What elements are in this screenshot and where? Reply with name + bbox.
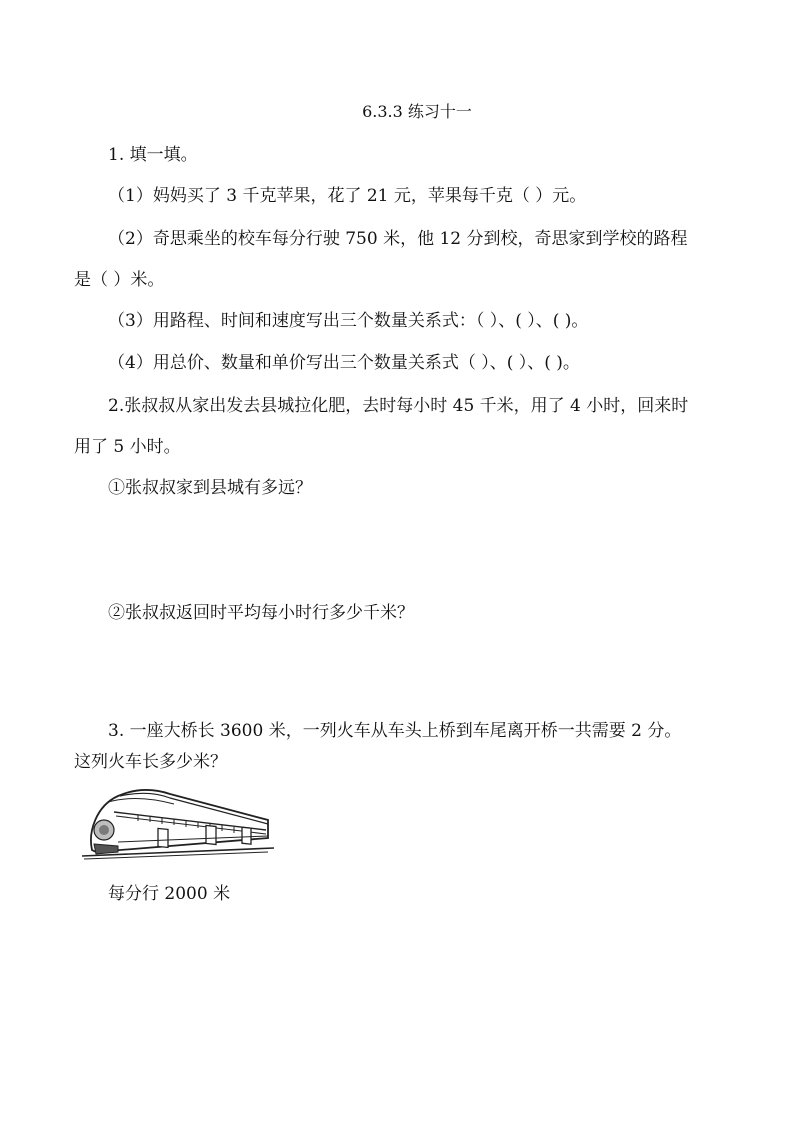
q1-item-2-line1: （2）奇思乘坐的校车每分行驶 750 米，他 12 分到校，奇思家到学校的路程	[108, 229, 688, 249]
q1-item-4: （4）用总价、数量和单价写出三个数量关系式（ ）、( ）、( )。	[108, 353, 580, 373]
page-title: 6.3.3 练习十一	[362, 102, 472, 121]
q2-line1: 2.张叔叔从家出发去县城拉化肥，去时每小时 45 千米，用了 4 小时，回来时	[108, 396, 689, 416]
q2-sub2: ②张叔叔返回时平均每小时行多少千米？	[108, 603, 414, 623]
q2-line2: 用了 5 小时。	[74, 437, 181, 457]
train-illustration	[78, 780, 274, 862]
q2-sub1: ①张叔叔家到县城有多远？	[108, 478, 312, 498]
q1-item-3: （3）用路程、时间和速度写出三个数量关系式：（ ）、( ）、( )。	[108, 311, 589, 331]
q3-line2: 这列火车长多少米？	[74, 752, 227, 772]
q1-heading: 1. 填一填。	[108, 145, 198, 165]
q1-item-1: （1）妈妈买了 3 千克苹果，花了 21 元，苹果每千克（ ）元。	[108, 186, 587, 206]
q1-item-2-line2: 是（ ）米。	[74, 270, 165, 290]
q3-line1: 3. 一座大桥长 3600 米，一列火车从车头上桥到车尾离开桥一共需要 2 分。	[108, 721, 682, 741]
train-speed-caption: 每分行 2000 米	[108, 884, 231, 904]
